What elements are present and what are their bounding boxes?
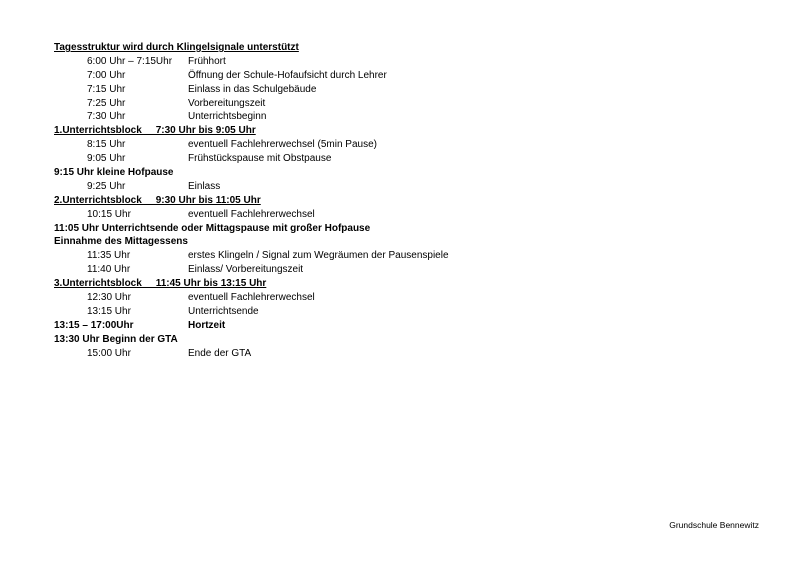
schedule-row <box>54 208 774 222</box>
row-time: 8:15 Uhr <box>87 139 126 151</box>
footer-school-name: Grundschule Bennewitz <box>669 520 759 530</box>
schedule-row <box>54 69 774 83</box>
schedule-document <box>54 41 774 360</box>
row-description: Frühstückspause mit Obstpause <box>188 153 332 165</box>
section-heading-block-1: 1.Unterrichtsblock 7:30 Uhr bis 9:05 Uhr <box>54 125 256 137</box>
document-title: Tagesstruktur wird durch Klingelsignale unterstützt <box>54 42 299 53</box>
row-description: Unterrichtsbeginn <box>188 111 267 123</box>
row-description: eventuell Fachlehrerwechsel (5min Pause) <box>188 139 377 151</box>
schedule-row <box>54 347 774 361</box>
section-heading-gta: 13:30 Uhr Beginn der GTA <box>54 333 178 345</box>
section-heading-hortzeit <box>54 319 774 333</box>
row-time: 13:15 Uhr <box>87 305 131 317</box>
row-description: erstes Klingeln / Signal zum Wegräumen der Pausenspiele <box>188 250 449 262</box>
row-description: Einlass in das Schulgebäude <box>188 83 317 95</box>
hortzeit-label: Hortzeit <box>188 319 226 331</box>
row-description: Frühhort <box>188 55 226 67</box>
schedule-row <box>54 291 774 305</box>
schedule-row <box>54 180 774 194</box>
row-description: Öffnung der Schule-Hofaufsicht durch Lehrer <box>188 69 387 81</box>
schedule-row <box>54 83 774 97</box>
row-time: 11:40 Uhr <box>87 264 131 276</box>
section-heading-hofpause: 9:15 Uhr kleine Hofpause <box>54 167 174 179</box>
schedule-row <box>54 305 774 319</box>
section-heading-block-3: 3.Unterrichtsblock 11:45 Uhr bis 13:15 Uhr <box>54 278 267 290</box>
row-time: 15:00 Uhr <box>87 347 131 359</box>
row-time: 11:35 Uhr <box>87 250 131 262</box>
schedule-row <box>54 138 774 152</box>
row-description: Ende der GTA <box>188 347 252 359</box>
row-description: Einlass <box>188 180 221 192</box>
section-heading-mittagessen: Einnahme des Mittagessens <box>54 236 188 248</box>
schedule-row <box>54 55 774 69</box>
section-heading-block-2: 2.Unterrichtsblock 9:30 Uhr bis 11:05 Uhr <box>54 194 261 206</box>
row-time: 6:00 Uhr – 7:15Uhr <box>87 55 173 67</box>
row-time: 7:25 Uhr <box>87 97 126 109</box>
row-time: 9:05 Uhr <box>87 153 126 165</box>
row-time: 7:15 Uhr <box>87 83 126 95</box>
schedule-row <box>54 97 774 111</box>
row-time: 12:30 Uhr <box>87 292 131 304</box>
row-description: eventuell Fachlehrerwechsel <box>188 292 315 304</box>
schedule-row <box>54 110 774 124</box>
row-description: eventuell Fachlehrerwechsel <box>188 208 315 220</box>
schedule-row <box>54 263 774 277</box>
row-time: 7:00 Uhr <box>87 69 126 81</box>
hortzeit-time: 13:15 – 17:00Uhr <box>54 319 134 331</box>
row-time: 7:30 Uhr <box>87 111 126 123</box>
schedule-row <box>54 152 774 166</box>
row-time: 9:25 Uhr <box>87 180 126 192</box>
row-time: 10:15 Uhr <box>87 208 131 220</box>
section-heading-mittagspause: 11:05 Uhr Unterrichtsende oder Mittagspause mit großer Hofpause <box>54 222 371 234</box>
schedule-row <box>54 249 774 263</box>
row-description: Einlass/ Vorbereitungszeit <box>188 264 304 276</box>
row-description: Vorbereitungszeit <box>188 97 266 109</box>
row-description: Unterrichtsende <box>188 305 259 317</box>
